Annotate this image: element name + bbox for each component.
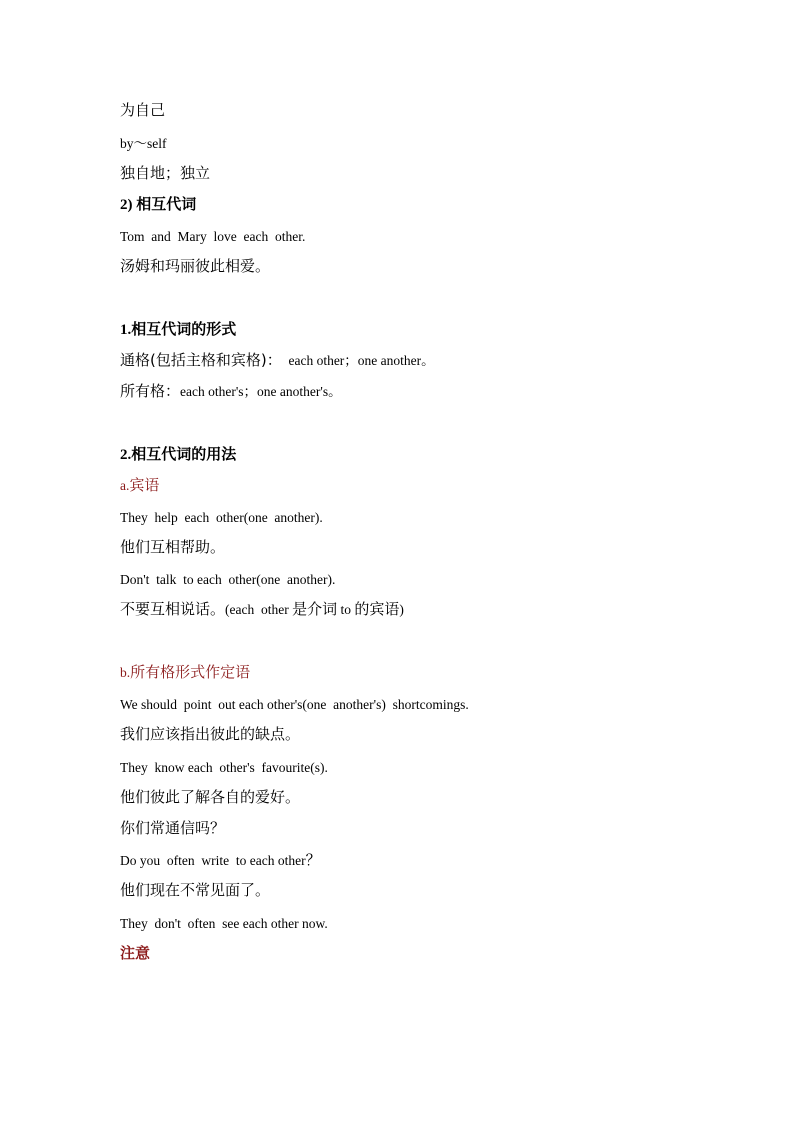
text-segment: 宾语 bbox=[129, 476, 160, 494]
example-sentence: We should point out each other's(one another's) shortcomings. bbox=[120, 697, 469, 712]
translation: 他们彼此了解各自的爱好。 bbox=[120, 788, 301, 806]
text-segment: 是介词 bbox=[292, 600, 338, 618]
heading-text: 相互代词的形式 bbox=[131, 320, 237, 338]
text-line: 为自己 bbox=[120, 101, 166, 119]
text-segment: 所有格： bbox=[120, 382, 181, 400]
heading-text: 相互代词的用法 bbox=[131, 445, 237, 463]
text-segment: ) bbox=[399, 602, 404, 617]
subheading bbox=[120, 665, 250, 680]
text-segment: Do you often write to each other bbox=[120, 853, 306, 868]
example-sentence bbox=[120, 853, 321, 868]
note-heading: 注意 bbox=[120, 944, 151, 962]
example-sentence: They help each other(one another). bbox=[120, 510, 323, 525]
text-segment: (each other bbox=[225, 602, 293, 617]
text-segment: 不要互相说话。 bbox=[120, 600, 226, 618]
translation: 你们常通信吗？ bbox=[120, 819, 226, 837]
text-line bbox=[120, 384, 342, 399]
example-sentence: They don't often see each other now. bbox=[120, 916, 328, 931]
heading-number: 2) bbox=[120, 197, 137, 213]
heading-number: 2. bbox=[120, 447, 132, 463]
translation bbox=[120, 602, 404, 617]
example-sentence: Tom and Mary love each other. bbox=[120, 229, 306, 244]
text-line: by～self bbox=[120, 136, 167, 151]
text-segment: each other's；one another's。 bbox=[180, 384, 342, 399]
text-segment: each other；one another。 bbox=[281, 353, 435, 368]
translation: 我们应该指出彼此的缺点。 bbox=[120, 725, 301, 743]
text-segment: ？ bbox=[305, 851, 321, 869]
subheading bbox=[120, 478, 159, 493]
translation: 他们现在不常见面了。 bbox=[120, 881, 271, 899]
heading-text: 相互代词 bbox=[136, 195, 197, 213]
text-segment: b. bbox=[120, 665, 131, 680]
section-heading bbox=[120, 322, 236, 338]
heading-number: 1. bbox=[120, 322, 132, 338]
translation: 他们互相帮助。 bbox=[120, 538, 226, 556]
section-heading bbox=[120, 197, 196, 213]
text-line: 独自地；独立 bbox=[120, 164, 211, 182]
example-sentence: Don't talk to each other(one another). bbox=[120, 572, 336, 587]
text-segment: 通格(包括主格和宾格)： bbox=[120, 351, 282, 369]
text-segment: to bbox=[337, 602, 355, 617]
translation: 汤姆和玛丽彼此相爱。 bbox=[120, 257, 271, 275]
text-line bbox=[120, 353, 435, 368]
text-segment: 所有格形式作定语 bbox=[130, 663, 251, 681]
text-segment: 的宾语 bbox=[354, 600, 400, 618]
example-sentence: They know each other's favourite(s). bbox=[120, 760, 328, 775]
section-heading bbox=[120, 447, 236, 463]
text-segment: a. bbox=[120, 478, 130, 493]
